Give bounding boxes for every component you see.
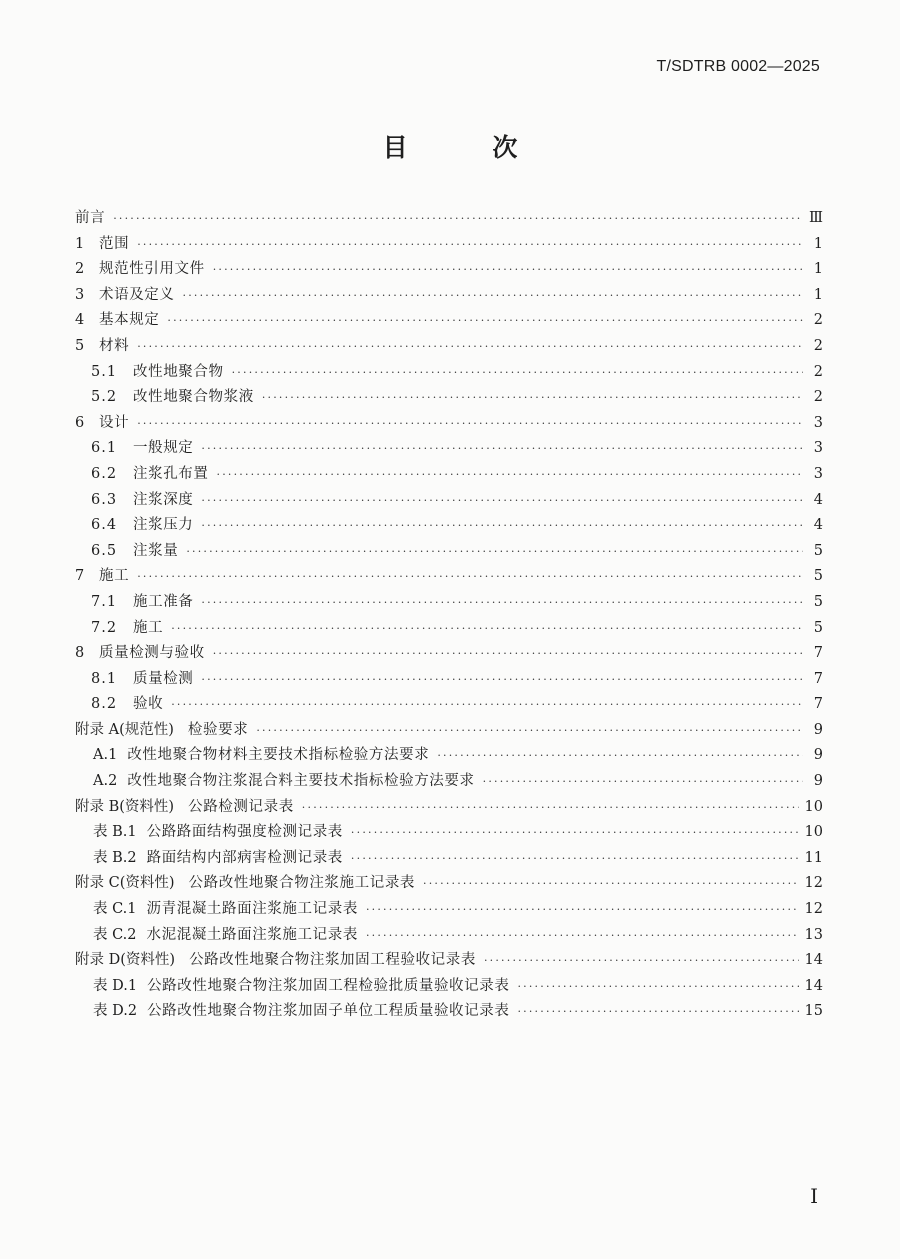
toc-entry-page: 4 [813,517,823,534]
toc-entry-number: 6.2 [91,465,118,482]
toc-entry[interactable] [75,513,823,539]
toc-entry-title: 注浆深度 [133,491,194,508]
toc-entry-number: 表 D.1 [93,977,138,994]
toc-entry[interactable] [75,539,823,565]
toc-entry-number: 表 C.2 [93,926,137,943]
dot-leader [366,923,799,949]
toc-entry-page: 1 [813,286,823,303]
toc-entry-title: 注浆量 [133,542,179,559]
dot-leader [201,488,803,514]
dot-leader [423,871,799,897]
toc-entry-title: 改性地聚合物浆液 [133,389,254,406]
document-code: T/SDTRB 0002—2025 [656,58,820,75]
dot-leader [201,436,803,462]
toc-entry-page: 15 [804,1003,823,1020]
toc-entry-title: 改性地聚合物材料主要技术指标检验方法要求 [127,747,430,764]
toc-entry-page: Ⅲ [809,210,823,226]
toc-entry[interactable] [75,999,823,1025]
dot-leader [201,590,803,616]
toc-entry-page: 10 [804,798,823,815]
toc-entry-page: 3 [813,465,823,482]
toc-entry-number: 6.1 [91,440,118,457]
toc-entry[interactable] [75,743,823,769]
toc-entry-page: 9 [813,721,823,738]
toc-entry-page: 2 [813,312,823,329]
toc-entry-title: 前言 [75,210,106,226]
dot-leader [201,667,803,693]
toc-entry-number: 1 [75,235,85,252]
toc-entry[interactable] [75,692,823,718]
toc-entry[interactable] [75,846,823,872]
toc-entry[interactable] [75,411,823,437]
toc-entry-title: 路面结构内部病害检测记录表 [146,849,343,866]
toc-entry-number: 8.1 [91,670,118,687]
dot-leader [183,283,804,309]
toc-entry-number: 表 B.1 [93,824,137,841]
toc-entry-number: 7 [75,568,85,585]
toc-entry-page: 9 [813,747,823,764]
toc-entry[interactable] [75,334,823,360]
toc-entry[interactable] [75,488,823,514]
toc-entry-title: 公路改性地聚合物注浆加固工程检验批质量验收记录表 [147,977,510,994]
dot-leader [262,385,803,411]
dot-leader [302,795,799,821]
toc-entry[interactable] [75,718,823,744]
toc-entry-page: 3 [813,414,823,431]
toc-entry-page: 14 [804,977,823,994]
toc-entry-page: 1 [813,261,823,278]
dot-leader [201,513,803,539]
toc-entry[interactable] [75,257,823,283]
toc-entry-title: 质量检测 [133,670,194,687]
toc-entry-title: 改性地聚合物注浆混合料主要技术指标检验方法要求 [127,773,475,790]
dot-leader [213,641,803,667]
toc-entry[interactable] [75,897,823,923]
toc-entry-page: 7 [813,645,823,662]
toc-entry-page: 12 [804,901,823,918]
toc-entry-title: 质量检测与验收 [99,645,205,662]
toc-entry[interactable] [75,795,823,821]
toc-entry-title: 验收 [133,696,164,713]
toc-entry-page: 10 [804,824,823,841]
toc-entry-page: 13 [804,926,823,943]
toc-entry-number: 5 [75,337,85,354]
dot-leader [137,564,803,590]
dot-leader [484,948,799,974]
toc-entry-title: 改性地聚合物 [133,363,224,380]
toc-entry-number: 7.1 [91,593,118,610]
dot-leader [517,974,798,1000]
toc-entry-page: 5 [813,619,823,636]
toc-entry[interactable] [75,462,823,488]
toc-entry-number: 6.5 [91,542,118,559]
toc-entry[interactable] [75,871,823,897]
dot-leader [137,411,803,437]
dot-leader [137,232,803,258]
toc-entry-page: 7 [813,696,823,713]
toc-entry-title: 公路改性地聚合物注浆加固工程验收记录表 [189,952,476,969]
toc-entry-title: 设计 [99,414,130,431]
toc-entry-title: 术语及定义 [99,286,175,303]
dot-leader [217,462,804,488]
toc-entry[interactable] [75,769,823,795]
toc-entry[interactable] [75,436,823,462]
toc-entry-number: 附录 B(资料性) [75,798,175,815]
toc-entry-number: A.1 [93,747,118,764]
toc-entry-number: 5.2 [91,389,118,406]
dot-leader [483,769,803,795]
toc-entry-number: 3 [75,286,85,303]
page-title: 目 次 [382,133,556,162]
toc-entry[interactable] [75,283,823,309]
toc-entry-title: 公路改性地聚合物注浆施工记录表 [188,875,416,892]
toc-entry-title: 一般规定 [133,440,194,457]
dot-leader [517,999,798,1025]
toc-entry-title: 检验要求 [187,721,249,738]
toc-entry-page: 5 [813,593,823,610]
toc-entry-number: 表 C.1 [93,901,137,918]
toc-entry-title: 施工 [133,619,164,636]
toc-entry-page: 14 [804,952,823,969]
dot-leader [213,257,803,283]
toc-entry-number: 6.4 [91,517,118,534]
toc-entry-number: 表 D.2 [93,1003,138,1020]
toc-entry-title: 公路改性地聚合物注浆加固子单位工程质量验收记录表 [147,1003,510,1020]
toc-entry-page: 11 [804,849,823,866]
toc-entry-number: A.2 [93,773,118,790]
toc-entry-number: 附录 A(规范性) [75,721,174,738]
toc-entry-number: 附录 D(资料性) [75,952,176,969]
toc-entry-number: 6 [75,414,85,431]
toc-entry-number: 附录 C(资料性) [75,875,175,892]
dot-leader [171,616,803,642]
page-number: Ⅰ [810,1184,818,1208]
dot-leader [186,539,803,565]
toc-entry-title: 公路检测记录表 [188,798,294,815]
toc-entry[interactable] [75,667,823,693]
toc-entry-title: 施工准备 [133,593,194,610]
toc-entry-number: 2 [75,261,85,278]
dot-leader [256,718,803,744]
toc-entry-page: 4 [813,491,823,508]
dot-leader [171,692,803,718]
toc-entry-title: 公路路面结构强度检测记录表 [146,824,343,841]
toc-entry-title: 规范性引用文件 [99,261,205,278]
toc-entry-title: 水泥混凝土路面注浆施工记录表 [146,926,358,943]
toc-entry-number: 6.3 [91,491,118,508]
toc-entry[interactable] [75,385,823,411]
toc-entry-number: 4 [75,312,85,329]
toc-entry-page: 2 [813,337,823,354]
toc-entry-page: 2 [813,363,823,380]
toc-entry[interactable] [75,974,823,1000]
toc-entry-number: 7.2 [91,619,118,636]
toc-entry[interactable] [75,616,823,642]
toc-entry[interactable] [75,923,823,949]
toc-entry-number: 5.1 [91,363,118,380]
toc-entry[interactable] [75,948,823,974]
dot-leader [232,360,803,386]
dot-leader [167,308,803,334]
toc-entry-title: 范围 [99,235,130,252]
toc-entry-page: 5 [813,568,823,585]
dot-leader [366,897,799,923]
toc-entry[interactable] [75,232,823,258]
toc-entry-page: 9 [813,773,823,790]
toc-entry[interactable] [75,590,823,616]
dot-leader [351,846,799,872]
toc-entry[interactable] [75,564,823,590]
toc-entry-number: 表 B.2 [93,849,137,866]
toc-entry[interactable] [75,206,823,232]
toc-entry-number: 8 [75,645,85,662]
toc-entry-title: 材料 [99,337,130,354]
toc-entry-title: 基本规定 [99,312,160,329]
toc-entry-page: 1 [813,235,823,252]
toc-entry-page: 2 [813,389,823,406]
toc-entry[interactable] [75,360,823,386]
toc-entry-title: 施工 [99,568,130,585]
dot-leader [351,820,799,846]
toc-entry-page: 3 [813,440,823,457]
toc-entry[interactable] [75,308,823,334]
toc-entry-number: 8.2 [91,696,118,713]
toc-entry-page: 7 [813,670,823,687]
dot-leader [437,743,803,769]
table-of-contents [75,206,823,1025]
toc-entry-page: 12 [804,875,823,892]
toc-entry-title: 注浆压力 [133,517,194,534]
toc-entry-title: 沥青混凝土路面注浆施工记录表 [146,901,358,918]
dot-leader [137,334,803,360]
toc-entry[interactable] [75,641,823,667]
toc-entry-title: 注浆孔布置 [133,465,209,482]
toc-entry-page: 5 [813,542,823,559]
dot-leader [113,206,803,232]
toc-entry[interactable] [75,820,823,846]
